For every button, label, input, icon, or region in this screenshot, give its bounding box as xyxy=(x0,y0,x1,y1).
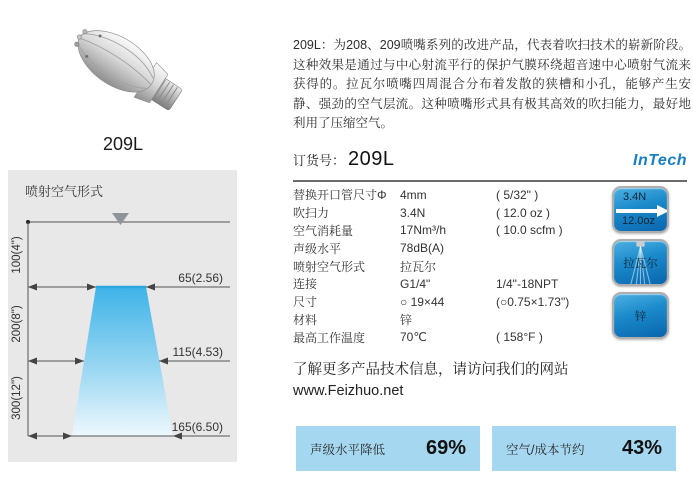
spec-row-opening-size xyxy=(293,186,608,204)
order-row xyxy=(293,148,687,171)
badge-laval-label: 拉瓦尔 xyxy=(623,257,658,270)
spec-value: ○ 19×44 xyxy=(400,294,445,309)
width-label-115: 115(4.53) xyxy=(172,345,223,359)
spec-label: 连接 xyxy=(293,277,318,292)
axis-label-200: 200(8") xyxy=(11,305,23,343)
spec-alt: ( 12.0 oz ) xyxy=(496,205,551,220)
website-url: www.Feizhuo.net xyxy=(293,383,404,399)
spec-value: 78dB(A) xyxy=(400,241,445,256)
spec-label: 最高工作温度 xyxy=(293,330,366,345)
spec-alt: ( 5/32" ) xyxy=(496,187,539,202)
stat-boxes xyxy=(296,426,676,471)
badge-laval xyxy=(612,239,669,286)
spec-value: 3.4N xyxy=(400,205,426,220)
diagram-title: 喷射空气形式 xyxy=(25,184,104,199)
spray-pattern-diagram xyxy=(8,170,237,462)
spec-table xyxy=(293,186,608,346)
badge-blow-force xyxy=(612,186,669,233)
stat-label: 声级水平降低 xyxy=(310,442,386,457)
badge-force-n: 3.4N xyxy=(623,191,647,203)
spec-label: 材料 xyxy=(293,312,318,327)
feature-badges xyxy=(612,186,669,339)
spray-cone-shape xyxy=(72,287,173,436)
badge-zinc-label: 锌 xyxy=(634,310,647,323)
spec-row-max-temperature xyxy=(293,328,608,346)
width-label-165: 165(6.50) xyxy=(171,420,223,434)
spec-row-air-pattern xyxy=(293,257,608,275)
product-caption: 209L xyxy=(102,134,144,154)
spec-row-dimensions xyxy=(293,293,608,311)
spec-label: 吹扫力 xyxy=(293,206,330,221)
spec-label: 空气消耗量 xyxy=(293,223,354,238)
product-image-nozzle xyxy=(48,16,198,136)
stat-label: 空气/成本节约 xyxy=(506,442,585,457)
spec-alt: ( 158°F ) xyxy=(496,330,543,345)
stat-value: 69% xyxy=(425,437,466,459)
order-number: 209L xyxy=(348,148,395,170)
spec-label: 喷射空气形式 xyxy=(293,259,366,274)
spec-row-connection xyxy=(293,275,608,293)
spec-row-air-consumption xyxy=(293,222,608,240)
spec-row-sound-level xyxy=(293,239,608,257)
nozzle-marker-icon xyxy=(112,213,129,225)
stat-value: 43% xyxy=(621,437,662,459)
stat-box-noise-reduction xyxy=(296,426,480,471)
spec-value: 17Nm³/h xyxy=(400,223,447,238)
content-column xyxy=(293,0,693,486)
spray-pattern-panel xyxy=(8,170,237,462)
brand-logo: InTech xyxy=(633,152,687,169)
spec-row-blow-force xyxy=(293,204,608,222)
spec-alt: ( 10.0 scfm ) xyxy=(496,223,563,238)
product-description: 209L：为208、209喷嘴系列的改进产品，代表着吹扫技术的崭新阶段。这种效果是通过与中心射流平行的保护气膜环绕超音速中心喷射气流来获得的。拉瓦尔喷嘴四周混合分布着发散的狭槽和小孔，能够产生安静、强劲的空气层流。这种喷嘴形式具有极其高效的吹扫能力，最好地利用了压缩空气。 xyxy=(293,38,691,131)
spec-value: 70℃ xyxy=(400,330,427,345)
website-text: 了解更多产品技术信息，请访问我们的网站 xyxy=(293,362,569,378)
axis-label-100: 100(4") xyxy=(11,236,23,274)
badge-force-oz: 12.0oz xyxy=(622,215,656,227)
divider xyxy=(293,180,687,182)
spec-label: 替换开口管尺寸Φ xyxy=(293,188,387,203)
spec-value: 拉瓦尔 xyxy=(400,259,437,274)
axis-label-300: 300(12") xyxy=(11,376,23,420)
spec-value: 4mm xyxy=(400,187,427,202)
width-label-65: 65(2.56) xyxy=(178,271,223,285)
order-number-label: 订货号： xyxy=(293,153,346,168)
spec-label: 声级水平 xyxy=(293,241,342,256)
spec-value: 锌 xyxy=(400,312,413,327)
spec-row-material xyxy=(293,311,608,329)
spec-label: 尺寸 xyxy=(293,295,318,310)
website-note xyxy=(293,360,569,402)
stat-box-cost-saving xyxy=(492,426,676,471)
spec-value: G1/4" xyxy=(400,276,431,291)
spec-alt: 1/4"-18NPT xyxy=(496,276,559,291)
spec-alt: (○0.75×1.73") xyxy=(496,294,570,309)
badge-material-zinc xyxy=(612,292,669,339)
